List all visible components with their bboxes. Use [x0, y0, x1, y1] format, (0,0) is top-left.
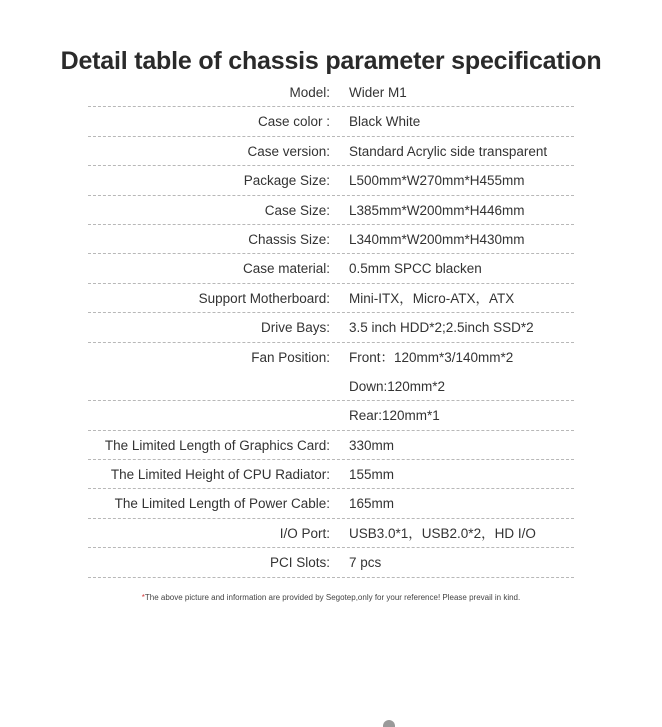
- spec-label: Case version:: [247, 143, 330, 159]
- spec-label: Drive Bays:: [260, 320, 330, 336]
- spec-value: USB3.0*1，USB2.0*2，HD I/O: [349, 525, 536, 541]
- spec-value: 165mm: [349, 496, 395, 512]
- spec-value: Mini-ITX，Micro-ATX，ATX: [349, 290, 515, 306]
- bottom-fragment-icon: [383, 720, 395, 727]
- spec-value: Front：120mm*3/140mm*2: [349, 349, 514, 365]
- spec-row-chassis-size: [88, 225, 574, 254]
- spec-value: 3.5 inch HDD*2;2.5inch SSD*2: [349, 320, 534, 336]
- spec-label: Chassis Size:: [248, 231, 330, 247]
- spec-row-pci-slots: [88, 548, 574, 577]
- spec-row-fan-down: [88, 372, 574, 401]
- spec-label: The Limited Length of Power Cable:: [114, 496, 330, 512]
- spec-row-power-cable: [88, 489, 574, 518]
- spec-row-model: [88, 78, 574, 107]
- spec-value: 155mm: [349, 467, 395, 483]
- spec-row-case-color: [88, 107, 574, 136]
- spec-row-fan-front: [88, 343, 574, 372]
- spec-row-cpu-radiator: [88, 460, 574, 489]
- spec-label: Case material:: [242, 261, 330, 277]
- spec-value: 330mm: [349, 437, 395, 453]
- spec-value: L385mm*W200mm*H446mm: [349, 202, 525, 218]
- spec-label: Case color :: [257, 114, 330, 130]
- page-title: Detail table of chassis parameter specification: [60, 46, 602, 75]
- spec-row-case-size: [88, 196, 574, 225]
- footnote: [0, 593, 662, 602]
- spec-label: Model:: [289, 85, 330, 100]
- spec-value: Rear:120mm*1: [349, 408, 440, 424]
- spec-value: 7 pcs: [349, 555, 382, 571]
- footnote-text: The above picture and information are provided by Segotep,only for your reference! Please prevail in kind.: [144, 593, 521, 602]
- spec-label: Package Size:: [243, 173, 330, 189]
- spec-row-package-size: [88, 166, 574, 195]
- spec-label: I/O Port:: [279, 525, 330, 541]
- spec-value: Wider M1: [349, 85, 407, 100]
- spec-value: L500mm*W270mm*H455mm: [349, 173, 525, 189]
- spec-value: 0.5mm SPCC blacken: [349, 261, 482, 277]
- spec-row-case-version: [88, 137, 574, 166]
- spec-label: The Limited Length of Graphics Card:: [104, 437, 330, 453]
- spec-value: Standard Acrylic side transparent: [349, 143, 548, 159]
- spec-row-fan-rear: [88, 401, 574, 430]
- spec-value: L340mm*W200mm*H430mm: [349, 231, 525, 247]
- spec-label: Support Motherboard:: [198, 290, 330, 306]
- spec-value: Down:120mm*2: [349, 378, 446, 394]
- spec-row-motherboard: [88, 284, 574, 313]
- spec-label: PCI Slots:: [269, 555, 330, 571]
- spec-label: Fan Position:: [251, 349, 330, 365]
- spec-label: Case Size:: [264, 202, 330, 218]
- spec-row-io-port: [88, 519, 574, 548]
- spec-row-graphics-card: [88, 431, 574, 460]
- spec-table: [88, 78, 574, 578]
- spec-row-case-material: [88, 254, 574, 283]
- spec-row-drive-bays: [88, 313, 574, 342]
- spec-label: The Limited Height of CPU Radiator:: [110, 467, 330, 483]
- footnote-star: *: [141, 593, 145, 602]
- spec-value: Black White: [349, 114, 421, 130]
